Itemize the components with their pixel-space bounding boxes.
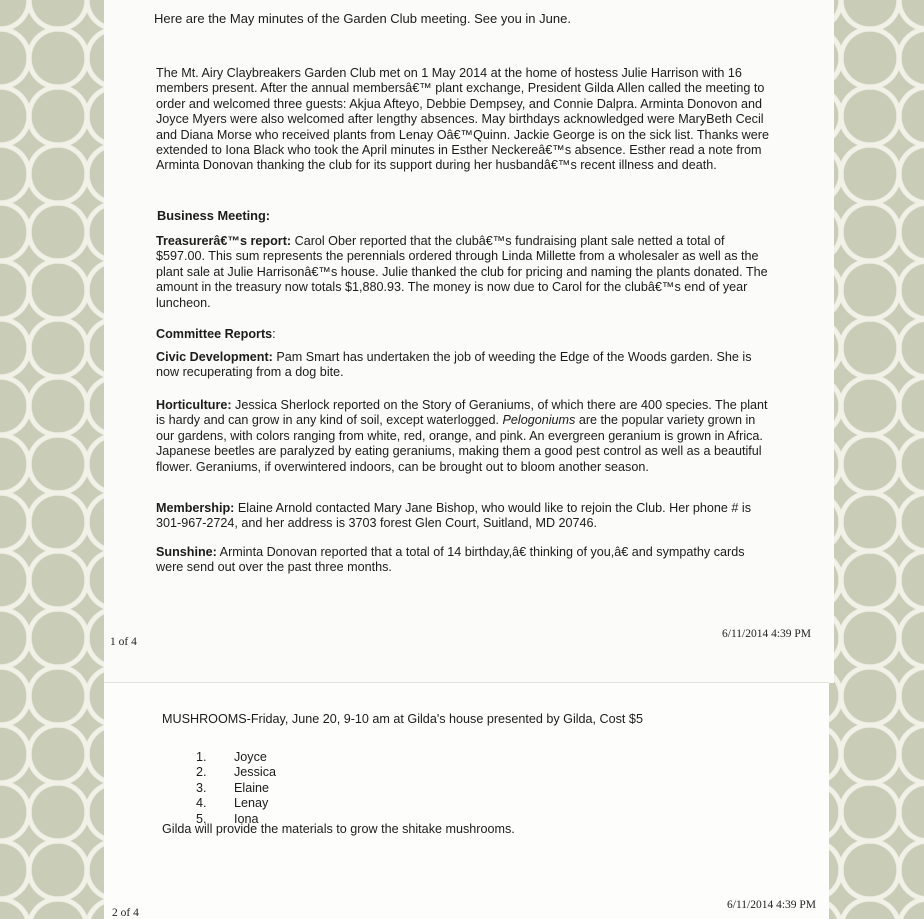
page-number-2: 2 of 4 xyxy=(112,907,139,919)
treasurer-text: Carol Ober reported that the clubâ€™s fundraising plant sale netted a total of $597.00. This sum represents the perennials ordered through Linda Millette from a wholesaler as well as the plant sale at Julie Harrisonâ€™s house. Julie thanked the club for pricing and naming the plants donated. The amount in the treasury now totals $1,880.93. The money is now due to Carol for the clubâ€™s end of year luncheon. xyxy=(156,234,768,310)
horticulture-paragraph xyxy=(156,398,771,475)
list-name: Lenay xyxy=(234,796,269,811)
mushrooms-event-title: MUSHROOMS-Friday, June 20, 9-10 am at Gilda's house presented by Gilda, Cost $5 xyxy=(162,712,643,726)
business-meeting-heading: Business Meeting: xyxy=(157,208,271,223)
attendee-list xyxy=(196,750,276,827)
sunshine-label: Sunshine: xyxy=(156,545,217,559)
horticulture-italic: Pelogoniums xyxy=(502,413,576,428)
list-name: Joyce xyxy=(234,750,267,764)
list-name: Elaine xyxy=(234,780,270,795)
horticulture-text-b: are the popular variety grown in our gardens, with colors ranging from white, red, orange, and pink. An evergreen geranium is grown in Africa. Japanese beetles are paralyzed by eating geraniums, making them a good pest control as well as a beautiful flower. Geraniums, if overwintered indoors, can be brought out to bloom another season. xyxy=(156,413,763,474)
list-item xyxy=(196,765,276,780)
meeting-summary-paragraph: The Mt. Airy Claybreakers Garden Club met on 1 May 2014 at the home of hostess Julie Harrison with 16 members present. After the annual membersâ€™ plant exchange, President Gilda Allen called the meeting to order and welcomed three guests: Akjua Afteyo, Debbie Dempsey, and Connie Dalpra. Arminta Donovon and Joyce Myers were also welcomed after lengthy absences. May birthdays acknowledged were MaryBeth Cecil and Diana Morse who received plants from Lenay Oâ€™Quinn. Jackie George is on the sick list. Thanks were extended to Iona Black who took the April minutes in Esther Neckereâ€™s absence. Esther read a note from Arminta Donovan thanking the club for its support during her husbandâ€™s recent illness and death. xyxy=(156,66,769,173)
membership-label: Membership: xyxy=(156,501,235,515)
membership-paragraph xyxy=(156,501,771,532)
civic-development-paragraph xyxy=(156,350,771,381)
civic-text: Pam Smart has undertaken the job of weeding the Edge of the Woods garden. She is now recuperating from a dog bite. xyxy=(156,350,752,380)
list-number: 5. xyxy=(196,811,207,826)
committee-label: Committee Reports xyxy=(156,327,273,341)
horticulture-label: Horticulture: xyxy=(156,398,232,412)
intro-line: Here are the May minutes of the Garden Club meeting. See you in June. xyxy=(154,11,571,26)
list-item xyxy=(196,750,276,765)
list-number: 3. xyxy=(196,780,207,795)
civic-label: Civic Development: xyxy=(156,350,273,364)
treasurer-report-paragraph xyxy=(156,234,771,311)
treasurer-label: Treasurerâ€™s report: xyxy=(156,234,292,248)
horticulture-text-a: Jessica Sherlock reported on the Story of Geraniums, of which there are 400 species. The plant is hardy and can grow in any kind of soil, except waterlogged. xyxy=(156,398,768,428)
list-name: Jessica xyxy=(234,765,276,780)
list-name: Iona xyxy=(234,811,259,826)
list-number: 2. xyxy=(196,765,207,780)
list-item xyxy=(196,796,276,811)
list-number: 4. xyxy=(196,796,207,811)
print-timestamp-2: 6/11/2014 4:39 PM xyxy=(727,899,817,911)
page-number-1: 1 of 4 xyxy=(110,636,137,648)
materials-note: Gilda will provide the materials to grow the shitake mushrooms. xyxy=(162,822,515,836)
sunshine-paragraph xyxy=(156,545,771,576)
list-item xyxy=(196,781,276,796)
membership-text: Elaine Arnold contacted Mary Jane Bishop, who would like to rejoin the Club. Her phone # is 301-967-2724, and her address is 3703 forest Glen Court, Suitland, MD 20746. xyxy=(156,501,752,531)
committee-suffix: : xyxy=(272,327,276,341)
list-number: 1. xyxy=(196,750,207,764)
sunshine-text: Arminta Donovan reported that a total of 14 birthday,â€ thinking of you,â€ and sympathy cards were send out over the past three months. xyxy=(156,545,745,575)
committee-reports-heading xyxy=(156,327,771,342)
print-timestamp-1: 6/11/2014 4:39 PM xyxy=(722,628,812,640)
